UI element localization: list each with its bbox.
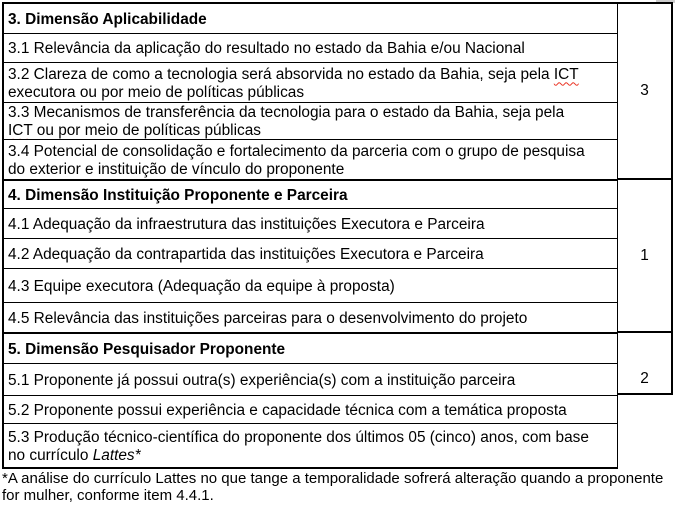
section-header-pesquisador [4,334,617,364]
criteria-row-3-2 [4,63,617,103]
criteria-text: 4.3 Equipe executora (Adequação da equipe à proposta) [8,277,395,295]
footnote [2,471,673,504]
weight-cell-dimension-4 [618,180,671,333]
weight-cell-dimension-5 [618,333,671,395]
ict-misspelling-2: ICT [8,122,33,139]
criteria-row-4-1 [4,209,617,239]
criteria-text-line-2: do exterior e instituição de vínculo do proponente [8,160,345,178]
criteria-row-4-5 [4,303,617,334]
criteria-text-line-2: executora ou por meio de políticas públicas [8,83,305,101]
criteria-text: 4.5 Relevância das instituições parceiras para o desenvolvimento do projeto [8,309,528,327]
criteria-row-3-4 [4,140,617,181]
criteria-text-line-2: ICT ou por meio de políticas públicas [8,122,261,139]
section-header-instituicao [4,181,617,209]
criteria-row-5-2 [4,396,617,424]
criteria-text: 4.2 Adequação da contrapartida das instituições Executora e Parceira [8,245,484,263]
weight-value-dimension-5: 2 [640,370,649,387]
section-title: 5. Dimensão Pesquisador Proponente [8,340,286,358]
criteria-text: 3.1 Relevância da aplicação do resultado no estado da Bahia e/ou Nacional [8,40,525,57]
criteria-row-4-3 [4,269,617,303]
criteria-text-line-1: 5.3 Produção técnico-científica do proponente dos últimos 05 (cinco) anos, com base [8,428,589,446]
weight-value-dimension-4: 1 [640,246,649,264]
section-title: 4. Dimensão Instituição Proponente e Parceira [8,186,348,204]
criteria-text-line-1: 3.3 Mecanismos de transferência da tecnologia para o estado da Bahia, seja pela [8,104,565,121]
criteria-text-line-2: no currículo Lattes* [8,446,141,464]
criteria-text: 5.1 Proponente já possui outra(s) experiência(s) com a instituição parceira [8,371,516,389]
criteria-row-5-1 [4,364,617,396]
criteria-text-line-1: 3.4 Potencial de consolidação e fortalecimento da parceria com o grupo de pesquisa [8,142,585,160]
section-title: 3. Dimensão Aplicabilidade [8,10,207,28]
criteria-text: 5.2 Proponente possui experiência e capacidade técnica com a temática proposta [8,401,567,419]
section-header-aplicabilidade [4,4,617,34]
criteria-text-line-1: 3.2 Clareza de como a tecnologia será absorvida no estado da Bahia, seja pela ICT [8,65,579,83]
weight-value-dimension-3: 3 [640,82,649,99]
lattes-italic: Lattes [92,446,135,464]
footnote-marker: * [134,446,141,464]
footnote-line-2: for mulher, conforme item 4.4.1. [2,486,214,504]
weight-column [618,2,673,395]
footnote-line-1: *A análise do currículo Lattes no que tange a temporalidade sofrerá alteração quando a proponente [2,470,664,487]
criteria-row-4-2 [4,239,617,269]
criteria-row-3-3 [4,103,617,140]
criteria-row-3-1 [4,34,617,63]
ict-misspelling-1: ICT [553,65,579,83]
criteria-text: 4.1 Adequação da infraestrutura das instituições Executora e Parceira [8,215,485,233]
weight-cell-dimension-3 [618,4,671,180]
criteria-row-5-3 [4,424,617,467]
criteria-column [2,2,618,469]
